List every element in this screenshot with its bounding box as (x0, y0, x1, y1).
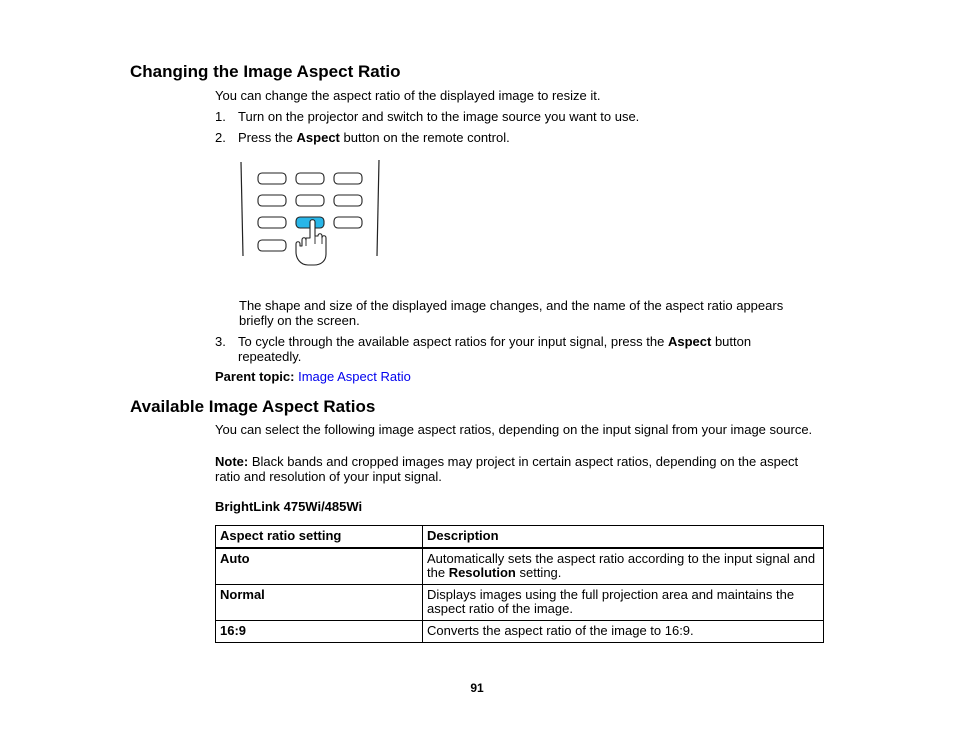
remote-button (296, 173, 324, 184)
remote-control-illustration (236, 158, 384, 270)
parent-topic (215, 369, 411, 384)
result-description: The shape and size of the displayed image changes, and the name of the aspect ratio appears briefly on the screen. (239, 298, 784, 328)
remote-button (334, 173, 362, 184)
step-text: Turn on the projector and switch to the image source you want to use. (238, 109, 640, 124)
step-number: 1. (215, 109, 226, 124)
remote-button (258, 240, 286, 251)
table-row (216, 585, 824, 621)
step-number: 3. (215, 334, 226, 349)
table-header-row (216, 526, 824, 549)
remote-button (296, 195, 324, 206)
note-label: Note: (215, 454, 249, 469)
aspect-ratio-table (215, 525, 824, 643)
remote-button (258, 173, 286, 184)
note (215, 454, 815, 484)
parent-topic-link[interactable]: Image Aspect Ratio (298, 369, 411, 384)
setting-cell: Auto (216, 548, 423, 585)
model-subheading: BrightLink 475Wi/485Wi (215, 499, 363, 514)
page-number: 91 (470, 681, 484, 695)
section-heading-changing-aspect: Changing the Image Aspect Ratio (130, 62, 401, 81)
section-heading-available-ratios: Available Image Aspect Ratios (130, 397, 376, 416)
remote-edge-right (377, 160, 379, 256)
step-text: To cycle through the available aspect ratios for your input signal, press the Aspect button repeatedly. (238, 334, 752, 364)
remote-button (334, 195, 362, 206)
table-header-cell: Aspect ratio setting (216, 526, 423, 549)
setting-cell: 16:9 (216, 621, 423, 643)
description-cell: Automatically sets the aspect ratio according to the input signal and the Resolution setting. (423, 548, 824, 585)
remote-button (258, 195, 286, 206)
section2-intro: You can select the following image aspect ratios, depending on the input signal from your image source. (215, 422, 813, 437)
description-cell: Converts the aspect ratio of the image to 16:9. (423, 621, 824, 643)
setting-cell: Normal (216, 585, 423, 621)
remote-button (334, 217, 362, 228)
step-text: Press the Aspect button on the remote control. (238, 130, 510, 145)
table-row (216, 548, 824, 585)
remote-button (258, 217, 286, 228)
parent-topic-label: Parent topic: (215, 369, 295, 384)
step-1 (215, 109, 835, 124)
step-2 (215, 130, 835, 145)
remote-edge-left (241, 162, 243, 256)
step-3 (215, 334, 835, 364)
table-row (216, 621, 824, 643)
description-cell: Displays images using the full projection area and maintains the aspect ratio of the image. (423, 585, 824, 621)
note-text: Black bands and cropped images may project in certain aspect ratios, depending on the aspect ratio and resolution of your input signal. (215, 454, 799, 484)
step-number: 2. (215, 130, 226, 145)
section1-intro: You can change the aspect ratio of the displayed image to resize it. (215, 88, 601, 103)
table-header-cell: Description (423, 526, 824, 549)
